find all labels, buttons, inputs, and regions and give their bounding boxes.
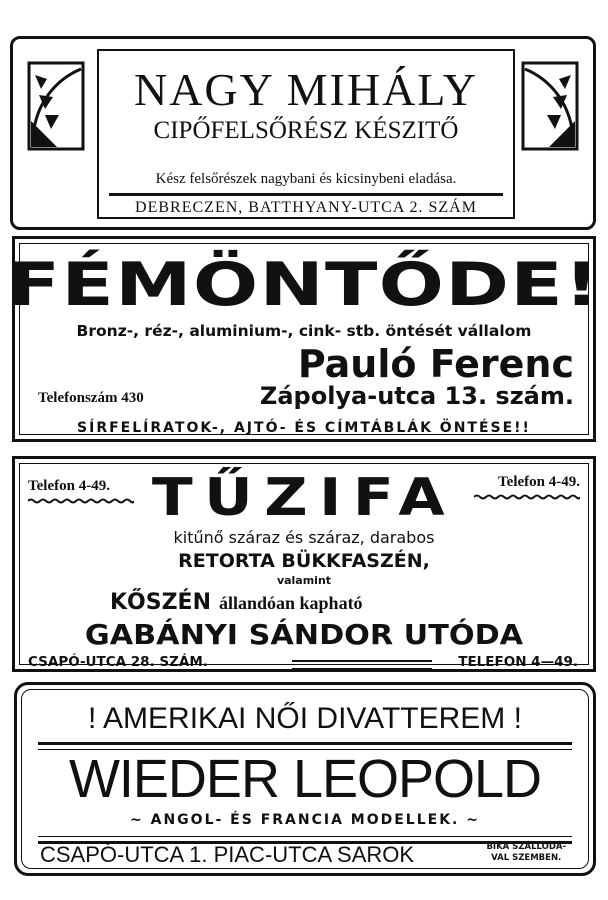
- ad3-line4-small: állandóan kapható: [219, 593, 363, 613]
- ad4-title: ! AMERIKAI NŐI DIVATTEREM !: [88, 702, 522, 735]
- ad1-title: NAGY MIHÁLY: [133, 64, 479, 115]
- ad1-description: Kész felsőrészek nagybani és kicsinybeni eladása.: [155, 171, 457, 187]
- ad-tuzifa: [12, 456, 596, 672]
- tilde-ornament-icon: ~: [459, 812, 480, 828]
- ad2-bottom-line: SÍRFELÍRATOK-, AJTÓ- ÉS CÍMTÁBLÁK ÖNTÉSE!!: [77, 420, 531, 436]
- ad2-frame: [7, 243, 601, 436]
- tilde-ornament-icon: ~: [130, 812, 151, 828]
- ad4-models-line: [22, 812, 588, 828]
- ad2-owner-name: Pauló Ferenc: [297, 342, 574, 386]
- ad3-line4-big: KŐSZÉN: [110, 590, 211, 615]
- ad1-text-frame: [97, 49, 515, 219]
- ad4-side-line2: VAL SZEMBEN.: [491, 853, 562, 863]
- ad4-owner-name: WIEDER LEOPOLD: [68, 749, 542, 809]
- ad-femontode: [7, 236, 601, 442]
- ad1-subtitle: CIPŐFELSŐRÉSZ KÉSZITŐ: [153, 117, 459, 144]
- ad3-phone-left: Telefon 4-49.: [28, 478, 110, 494]
- ad3-title: TŰZIFA: [151, 468, 457, 528]
- ad2-street: Zápolya-utca 13. szám.: [259, 382, 574, 410]
- ad2-phone: Telefonszám 430: [38, 390, 144, 406]
- ad3-line2: RETORTA BÜKKFASZÉN,: [178, 550, 430, 572]
- ad4-side-line1: BIKA SZÁLLODÁ-: [486, 842, 566, 852]
- ad3-frame: [19, 463, 589, 670]
- floral-ornament-icon: [27, 61, 85, 151]
- ad4-address: CSAPÓ-UTCA 1. PIAC-UTCA SAROK: [40, 842, 415, 867]
- ad3-line1: kitűnő száraz és száraz, darabos: [173, 528, 435, 547]
- ad3-company-name: GABÁNYI SÁNDOR UTÓDA: [84, 618, 524, 651]
- ad4-models-text: ANGOL- ÉS FRANCIA MODELLEK.: [150, 812, 460, 828]
- ad3-line3: valamint: [276, 574, 332, 587]
- ad3-phone-right: Telefon 4-49.: [498, 474, 580, 490]
- ad3-phone-bottom: TELEFON 4—49.: [458, 654, 578, 670]
- ad3-address: CSAPÓ-UTCA 28. SZÁM.: [28, 654, 208, 670]
- ad1-divider: [109, 193, 503, 196]
- ad1-address: DEBRECZEN, BATTHYANY-UTCA 2. SZÁM: [135, 199, 477, 216]
- ad4-side-note: [486, 842, 566, 864]
- ad2-title: FÉMÖNTŐDE!: [7, 250, 601, 320]
- ad2-services: Bronz-, réz-, aluminium-, cink- stb. öntését vállalom: [76, 322, 532, 340]
- ad4-frame: [21, 689, 589, 869]
- floral-ornament-icon: [521, 61, 579, 151]
- ad3-line4: [110, 590, 363, 615]
- ad-wieder-leopold: [14, 682, 596, 876]
- ad-nagy-mihaly: [10, 36, 596, 230]
- ad3-double-rule: [292, 660, 432, 670]
